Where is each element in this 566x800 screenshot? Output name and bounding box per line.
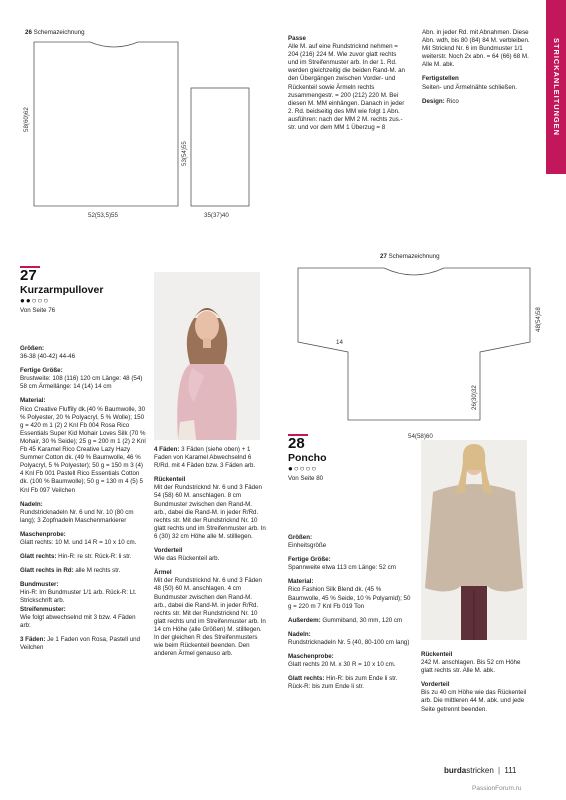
brand-bold: burda [444, 766, 467, 775]
paragraph-text: Rico [444, 97, 459, 105]
schema-27-width-label: 54(58)60 [408, 433, 433, 440]
paragraph-text: Hin-R: Im Bundmuster 1/1 arb. Rück-R: Lt. Strickschrift arb. [20, 589, 137, 605]
section-heading [288, 556, 412, 564]
paragraph-text: Hin-R: re str. Rück-R: li str. [56, 553, 132, 561]
section-heading [20, 531, 146, 539]
section-heading [288, 653, 412, 661]
section-heading [421, 651, 533, 659]
schema-27-right-label: 48(54)58 [535, 307, 542, 332]
pattern-28-column-2 [421, 645, 533, 714]
pattern-27-from-page: Von Seite 76 [20, 307, 56, 314]
watermark: PassionForum.ru [472, 785, 522, 792]
paragraph-text: Einheitsgröße [288, 542, 327, 550]
heading-text: Nadeln: [20, 500, 43, 508]
schema-26-label: Schemazeichnung [33, 29, 85, 36]
paragraph-text: Rundstricknadeln Nr. 6 und Nr. 10 (80 cm lang); 3 Zopfnadeln Maschenmarkierer [20, 508, 134, 524]
paragraph-text: Je 1 Faden von Rosa, Pastell und Veilchen [20, 635, 141, 651]
paragraph-text: Seiten- und Ärmelnähte schließen. [422, 83, 517, 91]
schema-26-height-label: 58(60)62 [23, 107, 30, 132]
heading-text: Fertige Größe: [288, 556, 331, 564]
finishing-column [422, 29, 532, 106]
difficulty-rating: ●●○○○ [20, 296, 50, 305]
paragraph [20, 636, 146, 652]
paragraph [20, 553, 146, 561]
pattern-27-heading [20, 266, 150, 315]
pattern-28-column-1 [288, 528, 412, 691]
section-heading [422, 75, 532, 83]
section-heading [20, 501, 146, 509]
paragraph-text: Hin-R: bis zum Ende li str. Rück-R: bis zum Ende li str. [288, 675, 398, 691]
pullover-outline [298, 268, 530, 420]
paragraph-text: Rundstricknadeln Nr. 5 (40, 80-100 cm lang) [288, 638, 410, 646]
heading-text: Fertigstellen [422, 75, 459, 83]
footer-separator: | [498, 766, 501, 775]
difficulty-rating: ●○○○○ [288, 464, 318, 473]
paragraph-text: Wie folgt abwechselnd mit 3 bzw. 4 Fäden arb: [20, 613, 136, 629]
section-heading [288, 617, 412, 625]
heading-text: Material: [20, 397, 46, 405]
schema-27-sleeve-label: 14 [336, 339, 343, 346]
passe-column [288, 29, 406, 132]
heading-inline-text: Gummiband, 30 mm, 120 cm [320, 616, 403, 624]
heading-text: Größen: [288, 534, 313, 541]
pattern-27-number: 27 [20, 267, 37, 284]
paragraph-text: Mit der Rundstricknd Nr. 6 und 3 Fäden 48 (50) 60 M. anschlagen. 4 cm Bundmuster zwischen den Rand-M. arb., dabei die Rand-M. in jeder R/Rd. rechts str. Mit der Rundstricknd Nr. 10 glatt rechts und im Streifenmuster arb. In 14 cm Höhe (alle Größen) M. stilllegen. In der gleichen R des Streifenmusters wie beim Rückenteil beenden. Den anderen Ärmel genauso arb. [154, 577, 266, 658]
paragraph [20, 567, 146, 575]
heading-text: Größen: [20, 345, 45, 352]
section-heading [20, 397, 146, 405]
heading-text: Vorderteil [421, 681, 450, 689]
bold-lead: Glatt rechts in Rd: [20, 567, 74, 575]
section-heading [154, 547, 266, 555]
section-heading [154, 476, 266, 484]
paragraph [154, 446, 266, 470]
section-heading [288, 578, 412, 586]
schema-27-number: 27 [380, 253, 387, 260]
section-heading [288, 35, 406, 43]
page-number: 111 [504, 766, 517, 775]
bold-lead: 4 Fäden: [154, 446, 180, 453]
heading-text: Fertige Größe: [20, 367, 63, 375]
section-heading [154, 569, 266, 577]
paragraph-text: Bis zu 40 cm Höhe wie das Rückenteil arb. Die mittleren 44 M. abk. und jede Seite getrennt beenden. [421, 689, 527, 713]
pattern-28-title: Poncho [288, 452, 327, 464]
pattern-28-from-page: Von Seite 80 [288, 475, 324, 482]
paragraph-text: Spannweite etwa 113 cm Länge: 52 cm [288, 564, 396, 572]
paragraph-text: Brustweite: 108 (116) 120 cm Länge: 48 (54) 58 cm Ärmellänge: 14 (14) 14 cm [20, 375, 143, 391]
section-heading [421, 681, 533, 689]
paragraph-text: Rico Fashion Silk Blend dk. (45 % Baumwolle, 45 % Seide, 10 % Polyamid); 50 g = 220 m 7 Knl Fb 019 Ton [288, 586, 411, 610]
page-footer [444, 767, 517, 775]
pattern-28-heading [288, 434, 418, 483]
schema-26-drawing [18, 36, 266, 226]
schema-27-body-height-label: 26(30)32 [471, 385, 478, 410]
bold-lead: Glatt rechts: [288, 675, 325, 683]
paragraph-text: Abn. in jeder Rd. mit Abnahmen. Diese Abn. wdh, bis 80 (84) 84 M. verbleiben. Mit Stricknd Nr. 6 im Bundmuster 1/1 weiterstr. Noch 2x abn. = 64 (66) 68 M. Alle M. abk. [422, 29, 530, 69]
schema-26-sleeve-height-label: 53(54)55 [181, 141, 188, 166]
paragraph-text: alle M rechts str. [73, 567, 121, 575]
section-heading [288, 631, 412, 639]
heading-text: Rückenteil [421, 651, 453, 658]
poncho-photo [421, 440, 527, 640]
heading-text: Vorderteil [154, 547, 183, 555]
heading-text: Ärmel [154, 569, 172, 577]
section-tab [546, 0, 566, 174]
paragraph-text: 3 Fäden (siehe oben) + 1 Faden von Karamel Abwechselnd 6 R/Rd. mit 4 Fäden bzw. 3 Fäden arb. [154, 446, 256, 470]
schema-27-label: Schemazeichnung [388, 253, 440, 260]
section-heading [20, 367, 146, 375]
heading-text: Nadeln: [288, 630, 311, 638]
bold-lead: Glatt rechts: [20, 553, 57, 561]
heading-text: Außerdem: [288, 616, 321, 624]
bold-lead: Design: [422, 97, 445, 105]
section-heading [20, 581, 146, 589]
paragraph-text: 36-38 (40-42) 44-46 [20, 353, 76, 361]
pattern-27-column-1 [20, 339, 146, 652]
heading-text: Passe [288, 35, 306, 42]
paragraph-text: Wie das Rückenteil arb. [154, 555, 220, 563]
heading-text: Material: [288, 578, 314, 586]
bold-lead: 3 Fäden: [20, 635, 46, 643]
sleeve-outline [191, 88, 249, 206]
heading-text: Bundmuster: [20, 581, 59, 589]
paragraph-text: Mit der Rundstricknd Nr. 6 und 3 Fäden 54 (58) 60 M. anschlagen. 8 cm Bundmuster zwischen den Rand-M. arb., dabei die Rand-M. in jeder R/Rd. rechts str. Mit der Rundstricknd Nr. 10 glatt rechts und im Streifenmuster arb. In 6 (30) 32 cm Höhe alle M. stilllegen. [154, 484, 266, 540]
section-tab-label: STRICKANLEITUNGEN [552, 38, 562, 136]
pattern-28-number: 28 [288, 435, 305, 452]
schema-26-width-label: 52(53,5)55 [88, 212, 118, 219]
pattern-27-title: Kurzarmpullover [20, 284, 104, 296]
section-heading [288, 534, 412, 542]
pattern-27-column-2 [154, 446, 266, 658]
schema-26-number: 26 [25, 29, 32, 36]
heading-text: Maschenprobe: [288, 653, 334, 661]
paragraph-text: 242 M. anschlagen. Bis 52 cm Höhe glatt rechts str. Alle M. abk. [421, 659, 521, 675]
heading-text: Streifenmuster: [20, 605, 66, 613]
paragraph [422, 98, 532, 106]
schema-27-drawing [290, 262, 548, 447]
pullover-photo [154, 272, 260, 440]
body-outline [34, 42, 178, 206]
paragraph-text: Glatt rechts 20 M. x 30 R = 10 x 10 cm. [288, 661, 396, 669]
schema-26-sleeve-width-label: 35(37)40 [204, 212, 229, 219]
paragraph-text: Rico Creative Fluffily dk.(40 % Baumwolle, 30 % Polyester, 20 % Polyacryl, 5 % Wolle); 150 g = 420 m 1 (2) 2 Knl Fb 004 Rosa Rico Essentials Super Kid Mohair Loves Silk (70 % Mohair, 30 % Seide); 25 g = 200 m 1 (2) 2 Knl Fb 45 Karamel Rico Creative Lazy Hazy Summer Cotton dk. (49 % Baumwolle, 46 % Polyacryl, 5 % Polyester); 50 g = 150 m 3 (4) 4 Knl Fb 001 Pastell Rico Essentials Cotton dk. (100 % Baumwolle); 50 g = 130 m 4 (5) 5 Knl Fb 097 Veilchen [20, 405, 146, 494]
heading-text: Maschenprobe: [20, 530, 66, 538]
brand-rest: stricken [466, 766, 494, 775]
paragraph [288, 675, 412, 691]
paragraph-text: Glatt rechts: 10 M. und 14 R = 10 x 10 cm. [20, 538, 137, 546]
heading-text: Rückenteil [154, 476, 186, 484]
schema-27-header [380, 253, 440, 261]
section-heading [20, 345, 146, 353]
section-heading [20, 606, 146, 614]
paragraph-text: Alle M. auf eine Rundstricknd nehmen = 204 (216) 224 M. Wie zuvor glatt rechts und im Streifenmuster arb. In der 1. Rd. werden gleichzeitig die beiden Rand-M. an den Übergängen zwischen Vorder- und Rückenteil sowie Ärmeln rechts zusammengestr. = 200 (212) 220 M. Bei diesen M. MM einhängen. Danach in jeder 2. Rd. beidseitig des MM wie folgt 1 Abn. ausführen: nach der MM 2 M. rechts zus.-str. und vor dem MM 1 Überzug = 8 [288, 43, 405, 132]
